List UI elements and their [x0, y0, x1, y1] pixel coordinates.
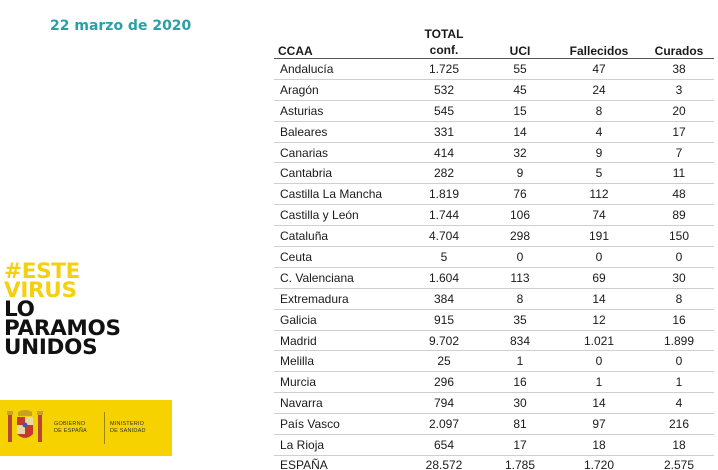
slogan-line: VIRUS	[4, 278, 77, 303]
cell-curados: 17	[644, 121, 714, 142]
logo-divider	[104, 412, 105, 444]
slogan-line: UNIDOS	[4, 335, 98, 360]
cell-total-conf: 1.819	[402, 184, 486, 205]
cell-total-conf: 1.604	[402, 267, 486, 288]
table-row	[274, 59, 714, 80]
table-row	[274, 79, 714, 100]
cell-uci: 113	[486, 267, 554, 288]
cell-uci: 76	[486, 184, 554, 205]
table-row	[274, 435, 714, 456]
header-conf-line: conf.	[429, 43, 459, 57]
cell-curados: 1.899	[644, 330, 714, 351]
cell-curados: 11	[644, 163, 714, 184]
cell-uci: 298	[486, 226, 554, 247]
region-name: Madrid	[274, 330, 402, 351]
cell-curados: 1	[644, 372, 714, 393]
cell-total-conf: 384	[402, 288, 486, 309]
total-curados: 2.575	[644, 455, 714, 470]
cell-fallecidos: 14	[554, 393, 644, 414]
region-name: Baleares	[274, 121, 402, 142]
region-name: La Rioja	[274, 435, 402, 456]
cell-fallecidos: 1	[554, 372, 644, 393]
cell-fallecidos: 8	[554, 100, 644, 121]
header-total-line: TOTAL	[424, 27, 464, 41]
coat-of-arms-icon	[6, 408, 44, 448]
table-row	[274, 288, 714, 309]
cell-curados: 7	[644, 142, 714, 163]
cell-curados: 48	[644, 184, 714, 205]
table-row	[274, 205, 714, 226]
cell-uci: 55	[486, 59, 554, 80]
region-name: Castilla La Mancha	[274, 184, 402, 205]
table-row	[274, 414, 714, 435]
total-name: ESPAÑA	[274, 455, 402, 470]
region-name: Canarias	[274, 142, 402, 163]
cell-uci: 16	[486, 372, 554, 393]
table-row	[274, 372, 714, 393]
header-total-conf	[402, 22, 486, 59]
header-fallecidos: Fallecidos	[554, 22, 644, 59]
covid-stats-table	[274, 22, 714, 470]
cell-fallecidos: 5	[554, 163, 644, 184]
cell-curados: 150	[644, 226, 714, 247]
region-name: Ceuta	[274, 247, 402, 268]
header-curados: Curados	[644, 22, 714, 59]
region-name: Melilla	[274, 351, 402, 372]
cell-total-conf: 296	[402, 372, 486, 393]
cell-fallecidos: 97	[554, 414, 644, 435]
cell-fallecidos: 12	[554, 309, 644, 330]
cell-total-conf: 915	[402, 309, 486, 330]
cell-uci: 32	[486, 142, 554, 163]
region-name: Navarra	[274, 393, 402, 414]
cell-total-conf: 1.744	[402, 205, 486, 226]
table-row	[274, 142, 714, 163]
table-row	[274, 351, 714, 372]
cell-curados: 216	[644, 414, 714, 435]
cell-uci: 35	[486, 309, 554, 330]
cell-curados: 0	[644, 351, 714, 372]
cell-curados: 30	[644, 267, 714, 288]
cell-uci: 15	[486, 100, 554, 121]
table-row	[274, 163, 714, 184]
cell-uci: 45	[486, 79, 554, 100]
cell-fallecidos: 69	[554, 267, 644, 288]
cell-curados: 18	[644, 435, 714, 456]
cell-uci: 8	[486, 288, 554, 309]
cell-fallecidos: 47	[554, 59, 644, 80]
table-row	[274, 121, 714, 142]
table-row	[274, 330, 714, 351]
gov-line: DE ESPAÑA	[54, 428, 87, 434]
cell-total-conf: 532	[402, 79, 486, 100]
region-name: País Vasco	[274, 414, 402, 435]
total-uci: 1.785	[486, 455, 554, 470]
slogan-line: PARAMOS	[4, 316, 121, 341]
cell-total-conf: 331	[402, 121, 486, 142]
cell-uci: 0	[486, 247, 554, 268]
gov-line: GOBIERNO	[54, 421, 86, 427]
table-row	[274, 309, 714, 330]
ministry-logo	[0, 400, 172, 456]
region-name: Castilla y León	[274, 205, 402, 226]
cell-curados: 16	[644, 309, 714, 330]
cell-fallecidos: 24	[554, 79, 644, 100]
table-body	[274, 59, 714, 456]
region-name: C. Valenciana	[274, 267, 402, 288]
cell-curados: 38	[644, 59, 714, 80]
cell-fallecidos: 18	[554, 435, 644, 456]
cell-uci: 81	[486, 414, 554, 435]
cell-total-conf: 654	[402, 435, 486, 456]
min-line: MINISTERIO	[110, 421, 145, 427]
region-name: Extremadura	[274, 288, 402, 309]
table-row	[274, 393, 714, 414]
cell-total-conf: 1.725	[402, 59, 486, 80]
cell-fallecidos: 74	[554, 205, 644, 226]
region-name: Andalucía	[274, 59, 402, 80]
cell-total-conf: 414	[402, 142, 486, 163]
cell-uci: 14	[486, 121, 554, 142]
cell-uci: 9	[486, 163, 554, 184]
region-name: Murcia	[274, 372, 402, 393]
cell-total-conf: 4.704	[402, 226, 486, 247]
cell-total-conf: 794	[402, 393, 486, 414]
slogan-line: LO	[4, 297, 35, 322]
cell-fallecidos: 0	[554, 247, 644, 268]
cell-uci: 834	[486, 330, 554, 351]
cell-fallecidos: 191	[554, 226, 644, 247]
table-row	[274, 226, 714, 247]
cell-curados: 20	[644, 100, 714, 121]
cell-uci: 1	[486, 351, 554, 372]
header-ccaa: CCAA	[274, 22, 402, 59]
cell-total-conf: 5	[402, 247, 486, 268]
cell-curados: 3	[644, 79, 714, 100]
campaign-slogan	[4, 259, 174, 360]
cell-fallecidos: 4	[554, 121, 644, 142]
cell-total-conf: 2.097	[402, 414, 486, 435]
cell-fallecidos: 0	[554, 351, 644, 372]
region-name: Asturias	[274, 100, 402, 121]
cell-fallecidos: 1.021	[554, 330, 644, 351]
report-date: 22 marzo de 2020	[50, 18, 192, 34]
cell-uci: 106	[486, 205, 554, 226]
region-name: Cataluña	[274, 226, 402, 247]
cell-fallecidos: 112	[554, 184, 644, 205]
cell-total-conf: 545	[402, 100, 486, 121]
header-uci: UCI	[486, 22, 554, 59]
cell-total-conf: 9.702	[402, 330, 486, 351]
total-fallecidos: 1.720	[554, 455, 644, 470]
cell-curados: 4	[644, 393, 714, 414]
region-name: Cantabria	[274, 163, 402, 184]
region-name: Galicia	[274, 309, 402, 330]
government-label	[54, 421, 87, 435]
total-conf: 28.572	[402, 455, 486, 470]
cell-curados: 8	[644, 288, 714, 309]
table-row	[274, 100, 714, 121]
cell-uci: 30	[486, 393, 554, 414]
table-row	[274, 267, 714, 288]
slogan-line: #ESTE	[4, 259, 81, 284]
table-row	[274, 184, 714, 205]
cell-fallecidos: 14	[554, 288, 644, 309]
cell-curados: 0	[644, 247, 714, 268]
table-header-row	[274, 22, 714, 59]
region-name: Aragón	[274, 79, 402, 100]
cell-curados: 89	[644, 205, 714, 226]
cell-fallecidos: 9	[554, 142, 644, 163]
ministry-label	[110, 421, 146, 435]
total-row	[274, 455, 714, 470]
table-row	[274, 247, 714, 268]
min-line: DE SANIDAD	[110, 428, 146, 434]
cell-total-conf: 282	[402, 163, 486, 184]
cell-total-conf: 25	[402, 351, 486, 372]
cell-uci: 17	[486, 435, 554, 456]
